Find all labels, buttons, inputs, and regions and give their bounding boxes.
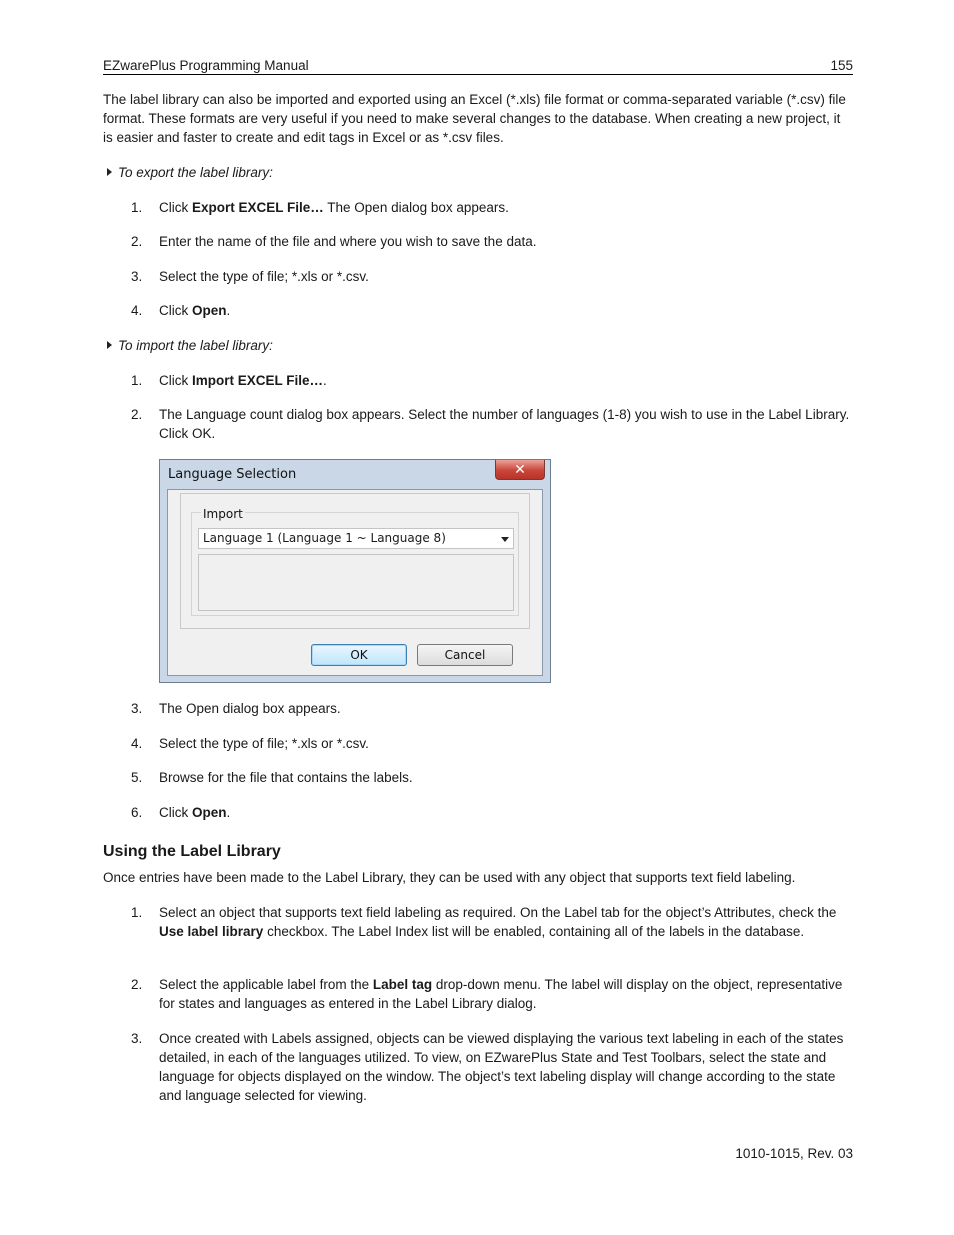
document-revision: 1010-1015, Rev. 03 xyxy=(735,1146,853,1161)
language-selection-dialog xyxy=(159,459,551,683)
step-number: 4. xyxy=(131,736,143,751)
close-icon: ✕ xyxy=(514,461,526,477)
language-count-select[interactable] xyxy=(198,528,514,549)
section-intro: Once entries have been made to the Label Library, they can be used with any object that supports text field labeling. xyxy=(103,870,796,885)
step-number: 1. xyxy=(131,373,143,388)
step-number: 4. xyxy=(131,303,143,318)
import-heading-text: To import the label library: xyxy=(118,338,273,353)
step-text: Select an object that supports text field labeling as required. On the Label tab for the object’s Attributes, check the Use label library checkbox. The Label Index list will be enabled, containing all of the labels in the database. xyxy=(159,905,837,939)
step-number: 3. xyxy=(131,1031,143,1046)
step-text: The Open dialog box appears. xyxy=(159,701,341,716)
close-button[interactable] xyxy=(495,460,545,480)
page-number: 155 xyxy=(830,58,853,73)
triangle-right-icon xyxy=(107,341,112,349)
section-heading: Using the Label Library xyxy=(103,843,281,860)
ok-button[interactable]: OK xyxy=(311,644,407,666)
step-number: 1. xyxy=(131,200,143,215)
step-text: Select the applicable label from the Label tag drop-down menu. The label will display on the object, representative for states and languages as entered in the Label Library dialog. xyxy=(159,977,843,1011)
language-list-area xyxy=(198,554,514,611)
dialog-title: Language Selection xyxy=(168,467,297,482)
step-number: 3. xyxy=(131,701,143,716)
import-group-label: Import xyxy=(203,507,243,521)
import-procedure-heading xyxy=(103,336,273,355)
step-text: The Language count dialog box appears. Select the number of languages (1-8) you wish to use in the Label Library. Click OK. xyxy=(159,407,850,441)
step-text: Click Export EXCEL File… The Open dialog box appears. xyxy=(159,200,509,215)
step-text: Once created with Labels assigned, objects can be viewed displaying the various text labeling in each of the states detailed, in each of the languages utilized. To view, on EZwarePlus State and Test Toolbars, select the state and language for objects displayed on the window. The object’s text labeling display will change according to the state and language selected for viewing. xyxy=(159,1031,844,1103)
step-text: Select the type of file; *.xls or *.csv. xyxy=(159,269,369,284)
language-count-value: Language 1 (Language 1 ~ Language 8) xyxy=(203,531,446,545)
step-text: Click Open. xyxy=(159,303,231,318)
step-number: 6. xyxy=(131,805,143,820)
manual-title: EZwarePlus Programming Manual xyxy=(103,58,309,73)
step-text: Click Import EXCEL File…. xyxy=(159,373,327,388)
intro-paragraph: The label library can also be imported and exported using an Excel (*.xls) file format or comma-separated variable (*.csv) file format. These formats are very useful if you need to make several changes to the database. When creating a new project, it is easier and faster to create and edit tags in Excel or as *.csv files. xyxy=(103,92,846,145)
export-heading-text: To export the label library: xyxy=(118,165,273,180)
step-text: Browse for the file that contains the labels. xyxy=(159,770,413,785)
triangle-right-icon xyxy=(107,168,112,176)
chevron-down-icon xyxy=(501,537,509,542)
step-number: 2. xyxy=(131,407,143,422)
step-number: 5. xyxy=(131,770,143,785)
step-number: 3. xyxy=(131,269,143,284)
dialog-body xyxy=(167,489,543,676)
page-header xyxy=(103,57,853,75)
step-number: 2. xyxy=(131,234,143,249)
step-text: Enter the name of the file and where you wish to save the data. xyxy=(159,234,537,249)
step-number: 2. xyxy=(131,977,143,992)
cancel-button[interactable]: Cancel xyxy=(417,644,513,666)
step-number: 1. xyxy=(131,905,143,920)
dialog-panel xyxy=(180,493,530,629)
step-text: Click Open. xyxy=(159,805,231,820)
step-text: Select the type of file; *.xls or *.csv. xyxy=(159,736,369,751)
export-procedure-heading xyxy=(103,163,273,182)
